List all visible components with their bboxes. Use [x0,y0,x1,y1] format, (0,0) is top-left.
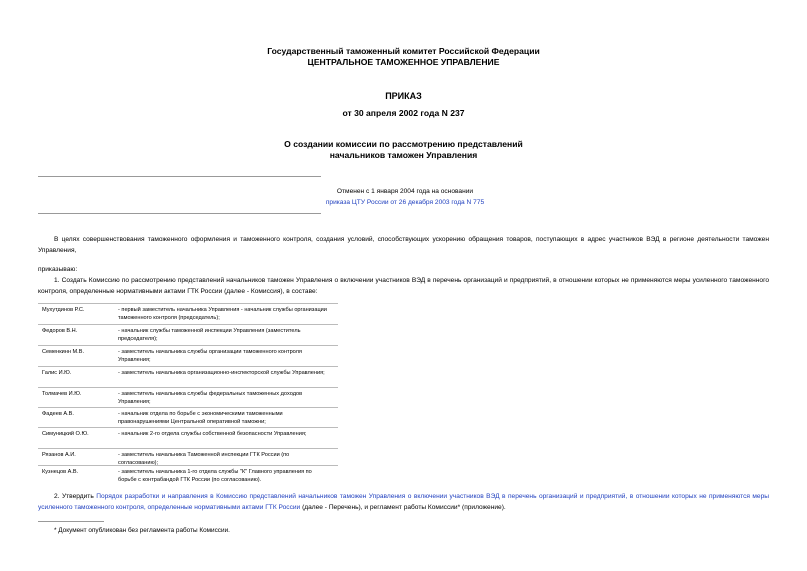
member-name: Рязанов А.И. [42,452,76,458]
member-position: - заместитель начальника Таможенной инспекции ГТК России (по согласованию); [118,452,290,467]
item-2-prefix: 2. Утвердить [54,493,94,500]
org-header [0,46,807,68]
divider-bottom [38,213,321,214]
member-name: Фадеев А.В. [42,411,74,417]
member-name: Мухутдинов Р.С. [42,307,85,313]
member-position: - начальник 2-го отдела службы собственной безопасности Управления; [118,431,307,437]
member-name: Толмачев И.Ю. [42,391,82,397]
org-division: ЦЕНТРАЛЬНОЕ ТАМОЖЕННОЕ УПРАВЛЕНИЕ [307,57,500,67]
member-position: - начальник отдела по борьбе с экономическими таможенными правонарушениями Центральной оперативной таможни; [118,411,283,426]
subject-line-1: О создании комиссии по рассмотрению представлений [284,139,523,149]
table-row [38,324,338,345]
table-row [38,407,338,428]
doc-subject [0,139,807,161]
member-position: - заместитель начальника службы организации таможенного контроля Управления; [118,349,302,364]
table-row [38,303,338,324]
table-row [38,465,338,494]
footnote-divider [38,521,104,522]
member-position: - заместитель начальника 1-го отдела службы "К" Главного управления по борьбе с контрабандой ГТК России (по согласованию). [118,469,312,484]
order-word: приказываю: [38,266,78,273]
divider-top [38,176,321,177]
org-name: Государственный таможенный комитет Российской Федерации [267,46,540,56]
item-1: 1. Создать Комиссию по рассмотрению представлений начальников таможен Управления о включении участников ВЭД в перечень организаций и предприятий, в отношении которых не применяются меры усиленного таможенного контроля, определенные нормативными актами ГТК России (далее - Комиссия), в составе: [38,277,769,295]
table-row [38,427,338,448]
member-position: - заместитель начальника службы федеральных таможенных доходов Управления; [118,391,303,406]
member-position: - первый заместитель начальника Управления - начальник службы организации таможенного контроля (председатель); [118,307,327,322]
table-row [38,345,338,366]
member-name: Галис И.Ю. [42,370,72,376]
subject-line-2: начальников таможен Управления [329,150,478,160]
cancel-note-link[interactable]: приказа ЦТУ России от 26 декабря 2003 года N 775 [325,199,485,206]
cancel-note [250,186,560,208]
footnote: * Документ опубликован без регламента работы Комиссии. [54,527,230,534]
table-row [38,366,338,387]
cancel-note-text: Отменен с 1 января 2004 года на основании [336,188,474,195]
member-name: Семенкинн М.В. [42,349,84,355]
table-row [38,387,338,408]
preamble: В целях совершенствования таможенного оформления и таможенного контроля, создания условий, способствующих ускорению обращения товаров, поступающих в адрес участников ВЭД в регионе деятельности таможен Управления, [38,236,769,254]
member-name: Симуницкий О.Ю. [42,431,89,437]
procedure-link[interactable]: Порядок разработки и направления в Комиссию представлений начальников таможен Управления о включении участников ВЭД в перечень организаций и предприятий, в отношении которых не применяются меры усиленного таможенного контроля, определенные нормативными актами ГТК России [38,493,769,511]
doc-date: от 30 апреля 2002 года N 237 [342,108,465,118]
member-name: Кузнецов А.В. [42,469,79,475]
doc-type: ПРИКАЗ [385,91,422,101]
member-name: Федоров В.Н. [42,328,78,334]
item-2-suffix: (далее - Перечень), и регламент работы Комиссии* (приложение). [300,503,506,511]
member-position: - заместитель начальника организационно-инспекторской службы Управления; [118,370,325,376]
item-2 [38,492,769,513]
member-position: - начальник службы таможенной инспекции Управления (заместитель председателя); [118,328,301,343]
